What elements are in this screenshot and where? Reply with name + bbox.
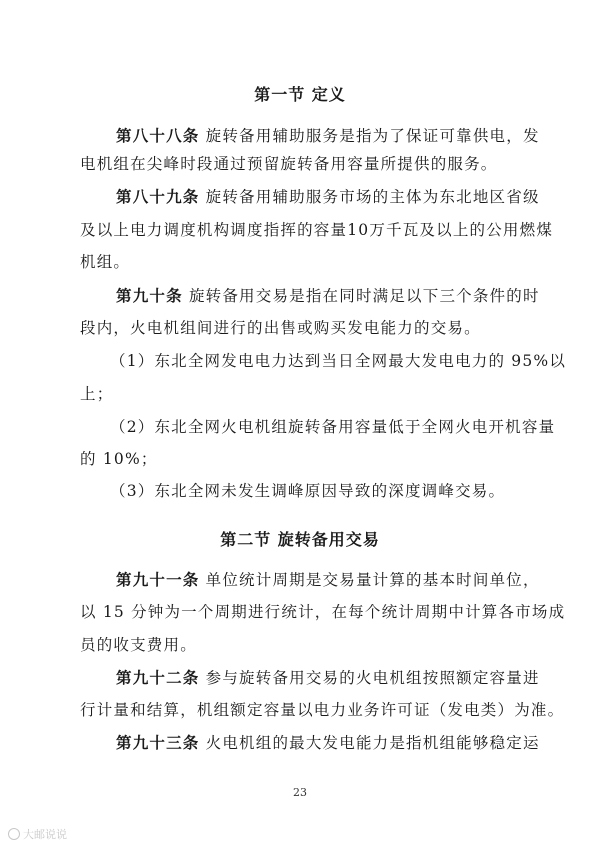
watermark-text: 大邮说说	[23, 828, 67, 841]
page-number: 23	[293, 786, 307, 799]
article-90-item-1-line-1: （1）东北全网发电电力达到当日全网最大发电电力的 95%以	[110, 352, 567, 370]
article-91-line-3: 员的收支费用。	[80, 636, 197, 654]
article-93-line-1	[116, 733, 540, 753]
section-1-title: 第一节 定义	[254, 85, 346, 104]
article-90-item-1-line-2: 上；	[80, 385, 114, 403]
section-2-title: 第二节 旋转备用交易	[220, 530, 380, 549]
article-90-line-2: 段内，火电机组间进行的出售或购买发电能力的交易。	[80, 319, 481, 337]
article-90-label: 第九十条	[116, 287, 183, 305]
watermark	[8, 826, 67, 842]
article-93-text-1: 火电机组的最大发电能力是指机组能够稳定运	[205, 734, 540, 752]
article-90-item-2-line-2: 的 10%；	[80, 450, 158, 468]
article-92-line-1	[116, 668, 540, 688]
article-90-text-1: 旋转备用交易是指在同时满足以下三个条件的时	[188, 287, 540, 305]
article-92-text-1: 参与旋转备用交易的火电机组按照额定容量进	[205, 669, 540, 687]
article-91-text-1: 单位统计周期是交易量计算的基本时间单位，	[205, 571, 540, 589]
article-89-label: 第八十九条	[116, 188, 200, 206]
article-91-label: 第九十一条	[116, 571, 200, 589]
article-88-label: 第八十八条	[116, 127, 200, 145]
article-90-line-1	[116, 286, 540, 306]
article-88-line-2: 电机组在尖峰时段通过预留旋转备用容量所提供的服务。	[80, 155, 498, 173]
article-90-item-2-line-1: （2）东北全网火电机组旋转备用容量低于全网火电开机容量	[110, 418, 556, 436]
article-92-line-2: 行计量和结算，机组额定容量以电力业务许可证（发电类）为准。	[80, 701, 565, 719]
article-91-line-2: 以 15 分钟为一个周期进行统计，在每个统计周期中计算各市场成	[80, 603, 566, 621]
article-89-line-1	[116, 187, 540, 207]
article-89-line-3: 机组。	[80, 253, 131, 271]
article-89-line-2: 及以上电力调度机构调度指挥的容量10万千瓦及以上的公用燃煤	[80, 221, 554, 239]
article-89-text-1: 旋转备用辅助服务市场的主体为东北地区省级	[205, 188, 540, 206]
article-92-label: 第九十二条	[116, 669, 200, 687]
article-91-line-1	[116, 570, 540, 590]
article-90-item-3-line-1: （3）东北全网未发生调峰原因导致的深度调峰交易。	[110, 482, 506, 500]
article-88-text-1: 旋转备用辅助服务是指为了保证可靠供电，发	[205, 127, 540, 145]
article-93-label: 第九十三条	[116, 734, 200, 752]
article-88-line-1	[116, 126, 540, 146]
watermark-logo-icon	[8, 828, 20, 840]
